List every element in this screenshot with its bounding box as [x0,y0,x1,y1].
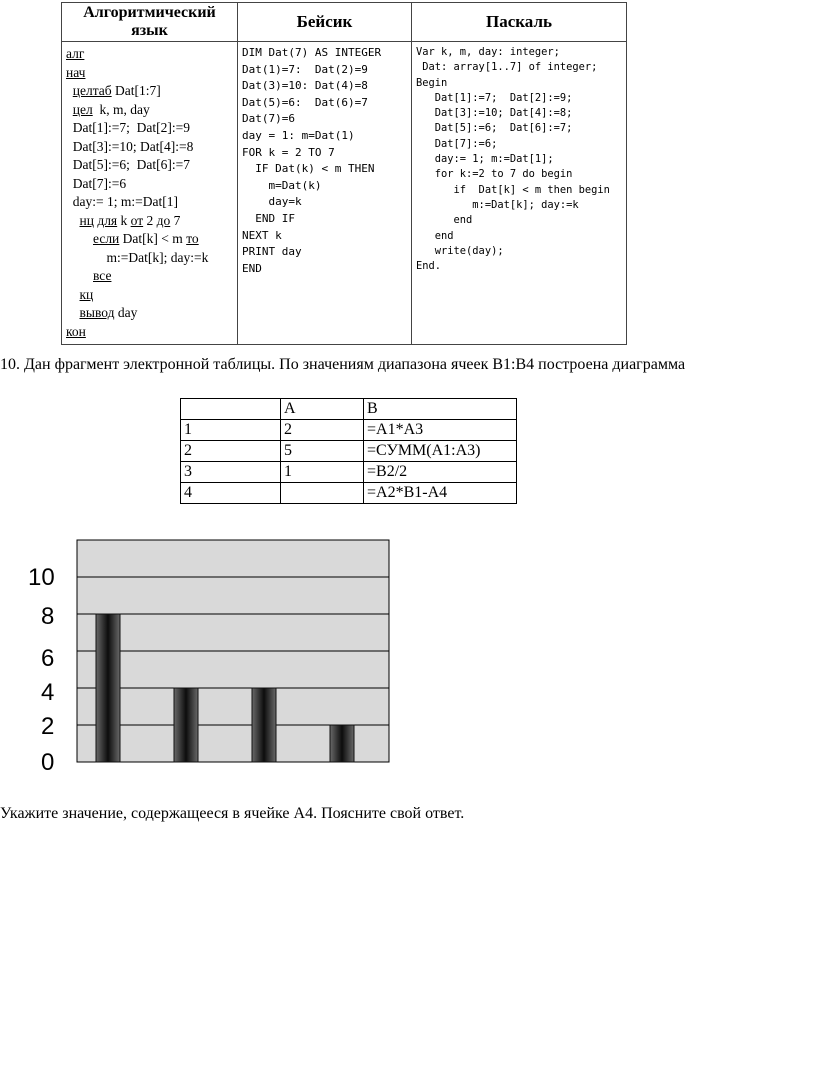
bar-b3 [252,688,276,762]
basic-code-cell [238,42,412,345]
task-intro: 10. Дан фрагмент электронной таблицы. По значениям диапазона ячеек В1:В4 построена диаграмма [0,356,686,373]
pascal-code-line: Dat[5]:=6; Dat[6]:=7; [416,122,573,135]
basic-code-line: Dat(5)=6: Dat(6)=7 [242,95,368,109]
sheet-cell-b4: =A2*B1-A4 [364,483,517,504]
y-tick-label: 8 [41,603,55,630]
algorithmic-code-line: m:=Dat[k]; day:=k [106,249,209,265]
algorithmic-code-line: Dat[7]:=6 [72,175,127,191]
code-comparison-table [61,2,627,345]
basic-code-line: Dat(1)=7: Dat(2)=9 [242,62,368,76]
y-tick-label: 10 [28,564,55,591]
pascal-code-line: Dat: array[1..7] of integer; [416,61,598,74]
bar-chart [0,530,400,775]
basic-code-line: m=Dat(k) [242,178,322,192]
basic-code-line: END IF [242,211,295,225]
basic-code-line: day = 1: m=Dat(1) [242,128,355,142]
sheet-cell-b3: =B2/2 [364,462,517,483]
algorithmic-code-line: кон [66,323,86,339]
header-algorithmic-line1: Алгоритмический [83,4,216,21]
bar-b1 [96,614,120,762]
algorithmic-code-line: вывод day [79,305,138,320]
sheet-header-row [181,399,517,420]
sheet-row-number: 1 [181,420,281,441]
sheet-row-number: 3 [181,462,281,483]
pascal-code-line: Dat[3]:=10; Dat[4]:=8; [416,107,573,120]
sheet-cell-a2: 5 [281,441,364,462]
y-tick-label: 4 [41,679,55,706]
sheet-cell-a3: 1 [281,462,364,483]
basic-code-line: day=k [242,195,302,209]
basic-code-line: Dat(7)=6 [242,112,295,126]
algorithmic-code-line: цел k, m, day [72,101,150,117]
header-basic: Бейсик [238,3,412,42]
basic-code-line: DIM Dat(7) AS INTEGER [242,46,382,59]
header-algorithmic [62,3,238,42]
pascal-code-line: if Dat[k] < m then begin [416,183,610,196]
sheet-cell-b2: =СУММ(A1:A3) [364,441,517,462]
task-question: Укажите значение, содержащееся в ячейке А4. Поясните свой ответ. [0,805,465,822]
pascal-code-line: day:= 1; m:=Dat[1]; [416,153,554,166]
header-pascal: Паскаль [412,3,627,42]
algorithmic-code-line: Dat[1]:=7; Dat[2]:=9 [72,120,191,135]
algorithmic-code-line: Dat[5]:=6; Dat[6]:=7 [72,157,191,172]
pascal-code-line: Dat[7]:=6; [416,137,498,150]
sheet-col-header-b: B [364,399,517,420]
y-axis-ticks [28,564,55,775]
basic-code-line: FOR k = 2 TO 7 [242,145,335,159]
pascal-code-line: End. [416,260,442,273]
algorithmic-code-line: day:= 1; m:=Dat[1] [72,194,179,209]
sheet-corner-cell [181,399,281,420]
sheet-cell-a1: 2 [281,420,364,441]
bar-b2 [174,688,198,762]
basic-code-line: END [242,261,262,275]
sheet-row-number: 2 [181,441,281,462]
pascal-code-line: for k:=2 to 7 do begin [416,168,573,181]
pascal-code-line: end [416,229,454,242]
pascal-code-line: Begin [416,76,448,89]
pascal-code-line: Var k, m, day: integer; [416,46,560,58]
sheet-row [181,483,517,504]
pascal-code-line: write(day); [416,244,504,257]
algorithmic-code-line: кц [79,286,94,302]
pascal-code-cell [412,42,627,345]
sheet-col-header-a: A [281,399,364,420]
pascal-code-line: m:=Dat[k]; day:=k [416,198,579,211]
pascal-code-line: Dat[1]:=7; Dat[2]:=9; [416,91,573,104]
spreadsheet-fragment [180,398,517,504]
pascal-code [412,42,626,277]
y-tick-label: 0 [41,749,55,775]
algorithmic-code [62,42,237,344]
basic-code-line: IF Dat(k) < m THEN [242,162,375,176]
sheet-row-number: 4 [181,483,281,504]
sheet-cell-b1: =A1*A3 [364,420,517,441]
bar-b4 [330,725,354,762]
sheet-row [181,420,517,441]
algorithmic-code-line: нач [66,64,86,80]
header-algorithmic-line2: язык [131,22,168,39]
y-tick-label: 2 [41,713,55,740]
algorithmic-code-line: все [93,268,112,283]
algorithmic-code-line: алг [66,46,85,61]
algorithmic-code-cell [62,42,238,345]
algorithmic-code-line: Dat[3]:=10; Dat[4]:=8 [72,138,194,154]
algorithmic-code-line: если Dat[k] < m то [93,231,199,246]
sheet-row [181,441,517,462]
algorithmic-code-line: целтаб Dat[1:7] [72,83,161,98]
algorithmic-code-line: нц для k от 2 до 7 [79,212,181,228]
sheet-row [181,462,517,483]
y-tick-label: 6 [41,645,55,672]
basic-code-line: NEXT k [242,228,282,242]
pascal-code-line: end [416,214,473,227]
basic-code [238,42,411,280]
sheet-cell-a4 [281,483,364,504]
basic-code-line: PRINT day [242,245,302,259]
basic-code-line: Dat(3)=10: Dat(4)=8 [242,79,368,93]
